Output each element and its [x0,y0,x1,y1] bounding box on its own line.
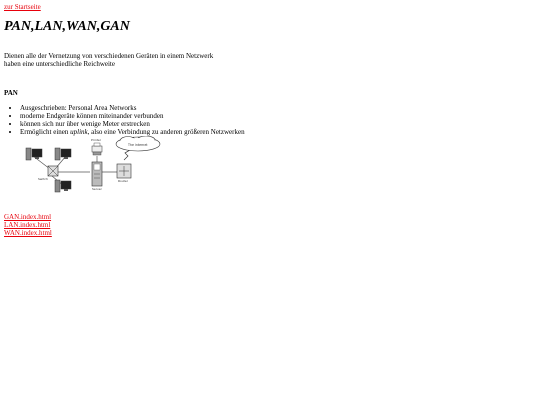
printer-icon [92,143,102,155]
intro-line: Dienen alle der Vernetzung von verschiedenen Geräten in einem Netzwerk [4,52,214,60]
router-label: Router [118,179,128,183]
page-links [4,213,52,237]
switch-label: Switch [38,177,48,181]
lan-link[interactable]: LAN.index.html [4,221,51,229]
pan-bullet-list [4,104,245,136]
intro-text [4,52,213,68]
pan-heading: PAN [4,89,18,97]
list-item [20,128,245,136]
list-item: • Ausgeschrieben: Personal Area Networks [20,104,245,112]
uplink-term: uplink [70,128,88,136]
computer-icon [55,180,71,192]
bullet-text: Ermöglicht einen [20,128,71,136]
server-label: Server [92,187,102,191]
network-diagram [24,136,164,196]
internet-label: The internet [128,143,148,147]
home-link[interactable]: zur Startseite [4,3,41,11]
wan-link[interactable]: WAN.index.html [4,229,52,237]
router-icon [117,164,131,178]
list-item: • moderne Endgeräte können miteinander verbunden [20,112,245,120]
intro-line: haben eine unterschiedliche Reichweite [4,60,115,68]
switch-icon [48,166,58,176]
bullet-text: , also eine Verbindung zu anderen größeren Netzwerken [87,128,245,136]
page-title: PAN,LAN,WAN,GAN [4,19,130,34]
printer-label: Printer [91,138,101,142]
list-item: • können sich nur über wenige Meter erstrecken [20,120,245,128]
computer-icon [55,148,71,160]
server-icon [92,162,102,186]
computer-icon [26,148,42,160]
gan-link[interactable]: GAN.index.html [4,213,52,221]
